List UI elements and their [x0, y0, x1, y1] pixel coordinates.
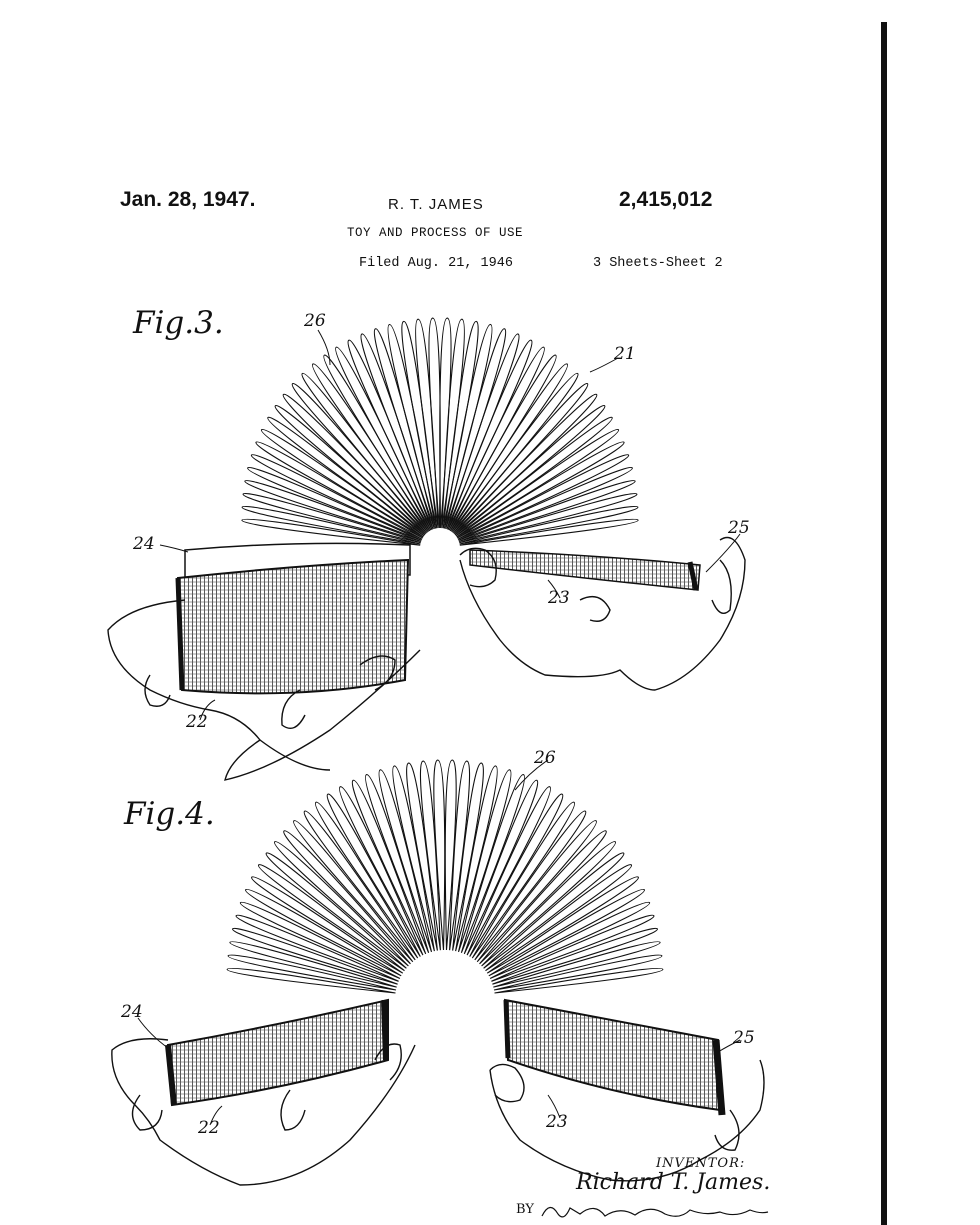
ref-numeral-22: 22 — [198, 1118, 220, 1138]
fig4-spring-arc — [227, 760, 663, 993]
inventor-signature: Richard T. James. — [576, 1170, 771, 1195]
fig4-label: Fig.4. — [124, 796, 215, 832]
fig4-right-coil-stack — [505, 1000, 722, 1115]
ref-numeral-23: 23 — [548, 588, 570, 608]
patent-title: TOY AND PROCESS OF USE — [347, 226, 524, 240]
patent-date: Jan. 28, 1947. — [120, 188, 256, 211]
coil-loop — [420, 761, 440, 950]
fig3-label: Fig.3. — [133, 305, 224, 341]
fig4-left-coil-stack — [168, 1000, 388, 1105]
fig3-left-coil-stack — [178, 543, 410, 693]
coil-loop — [274, 842, 408, 966]
coil-loop — [450, 761, 470, 950]
attorney-by-label: BY — [516, 1202, 534, 1217]
fig3-right-coil-stack — [470, 550, 700, 590]
sheet-count: 3 Sheets-Sheet 2 — [593, 256, 723, 271]
ref-numeral-25: 25 — [733, 1028, 755, 1048]
leader-lines — [138, 330, 740, 1125]
ref-numeral-22: 22 — [186, 712, 208, 732]
ref-numeral-26: 26 — [534, 748, 556, 768]
inventor-caption: INVENTOR: — [656, 1156, 746, 1171]
ref-numeral-24: 24 — [133, 534, 155, 554]
coil-loop — [460, 506, 638, 544]
coil-loop — [242, 506, 420, 544]
patent-number: 2,415,012 — [619, 188, 713, 211]
ref-numeral-21: 21 — [614, 344, 636, 364]
coil-loop — [487, 877, 638, 973]
fig3-spring-arc — [242, 318, 638, 545]
inventor-name: R. T. JAMES — [388, 196, 484, 213]
ref-numeral-24: 24 — [121, 1002, 143, 1022]
coil-loop — [482, 842, 616, 966]
attorney-signature-scribble — [540, 1198, 770, 1224]
ref-numeral-23: 23 — [546, 1112, 568, 1132]
ref-numeral-25: 25 — [728, 518, 750, 538]
ref-numeral-26: 26 — [304, 311, 326, 331]
coil-loop — [252, 877, 403, 973]
filed-date: Filed Aug. 21, 1946 — [359, 256, 513, 271]
